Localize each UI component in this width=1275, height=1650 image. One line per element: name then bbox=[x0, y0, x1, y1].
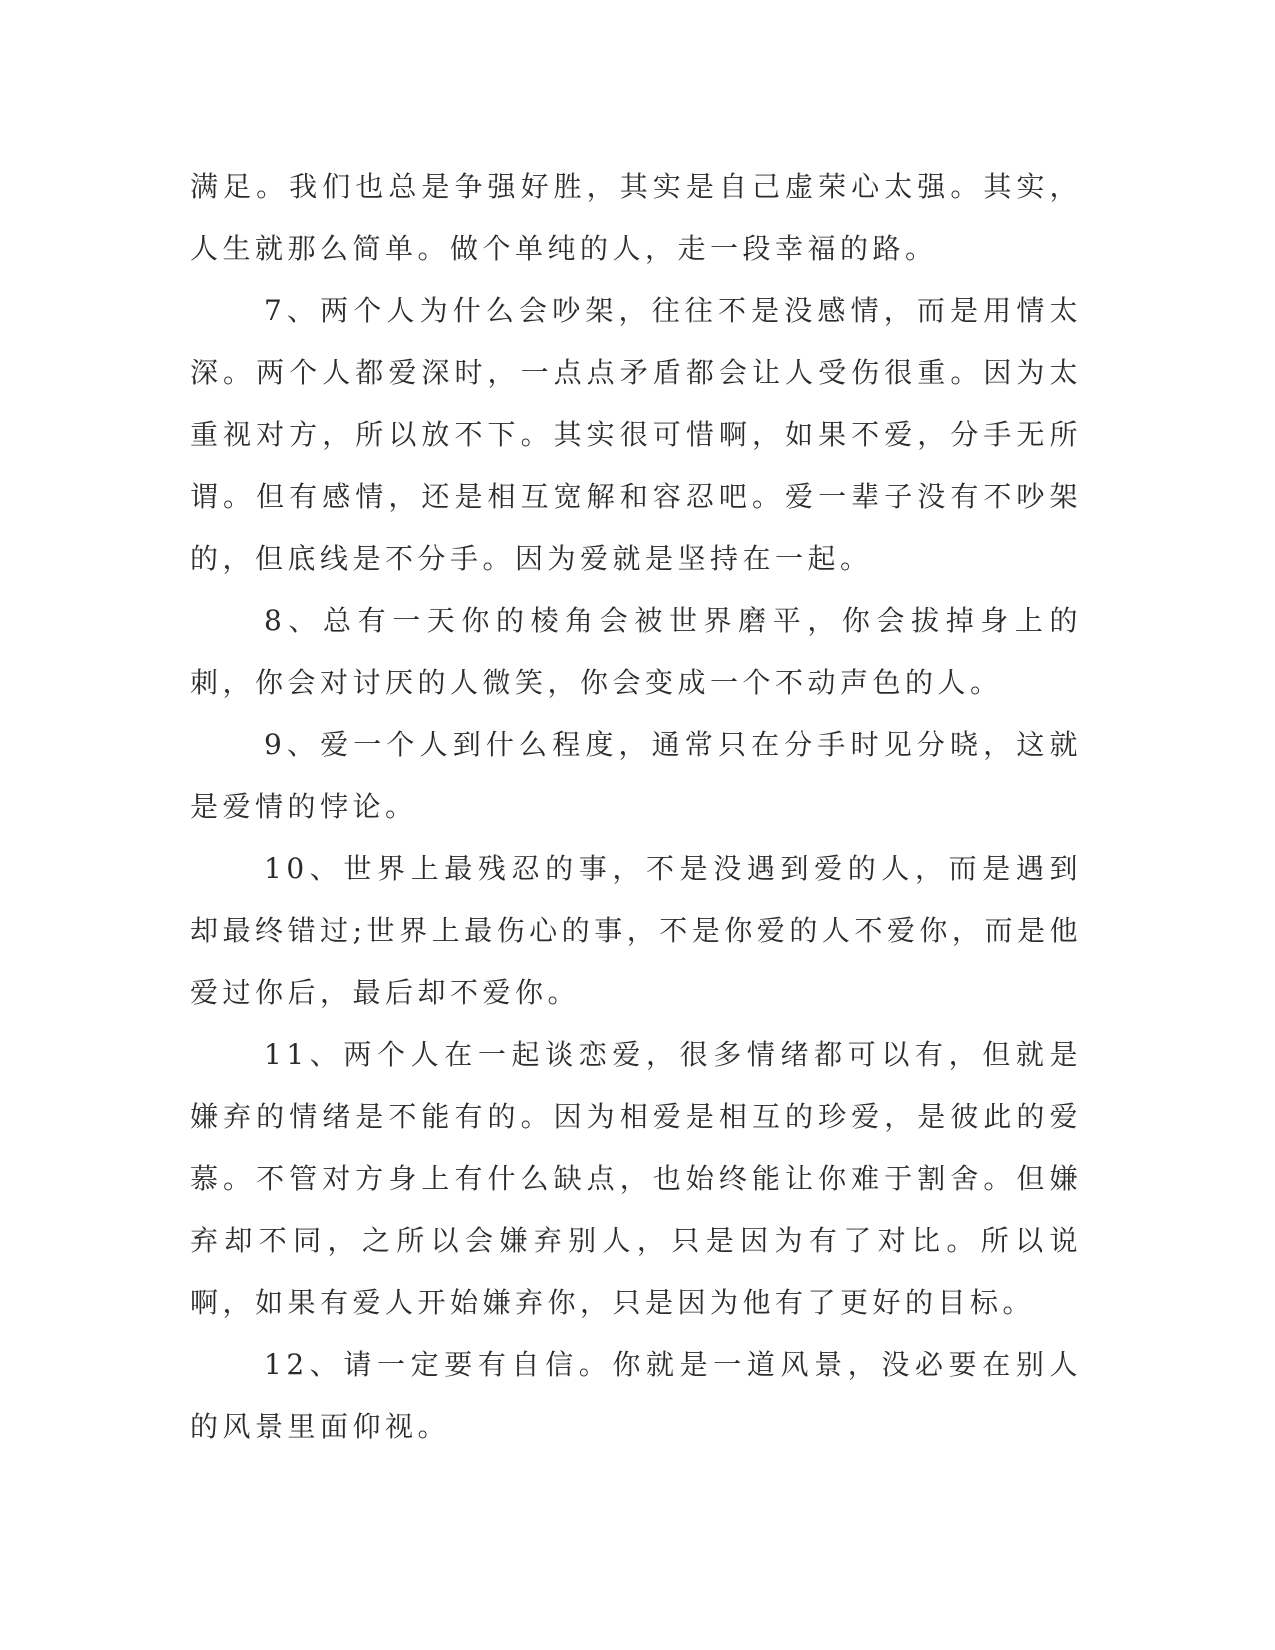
paragraph-item-10: 10、世界上最残忍的事，不是没遇到爱的人，而是遇到却最终错过;世界上最伤心的事，不是你爱的人不爱你，而是他爱过你后，最后却不爱你。 bbox=[190, 852, 1082, 1009]
paragraph-item-12: 12、请一定要有自信。你就是一道风景，没必要在别人的风景里面仰视。 bbox=[190, 1348, 1082, 1443]
document-body bbox=[190, 156, 1082, 1458]
paragraph-continuation: 满足。我们也总是争强好胜，其实是自己虚荣心太强。其实，人生就那么简单。做个单纯的人，走一段幸福的路。 bbox=[190, 170, 1082, 265]
paragraph-item-9: 9、爱一个人到什么程度，通常只在分手时见分晓，这就是爱情的悖论。 bbox=[190, 728, 1082, 823]
paragraph-item-8: 8、总有一天你的棱角会被世界磨平，你会拔掉身上的刺，你会对讨厌的人微笑，你会变成一个不动声色的人。 bbox=[190, 604, 1082, 699]
paragraph-item-7: 7、两个人为什么会吵架，往往不是没感情，而是用情太深。两个人都爱深时，一点点矛盾都会让人受伤很重。因为太重视对方，所以放不下。其实很可惜啊，如果不爱，分手无所谓。但有感情，还是相互宽解和容忍吧。爱一辈子没有不吵架的，但底线是不分手。因为爱就是坚持在一起。 bbox=[190, 294, 1082, 575]
paragraph-item-11: 11、两个人在一起谈恋爱，很多情绪都可以有，但就是嫌弃的情绪是不能有的。因为相爱是相互的珍爱，是彼此的爱慕。不管对方身上有什么缺点，也始终能让你难于割舍。但嫌弃却不同，之所以会嫌弃别人，只是因为有了对比。所以说啊，如果有爱人开始嫌弃你，只是因为他有了更好的目标。 bbox=[190, 1038, 1082, 1319]
